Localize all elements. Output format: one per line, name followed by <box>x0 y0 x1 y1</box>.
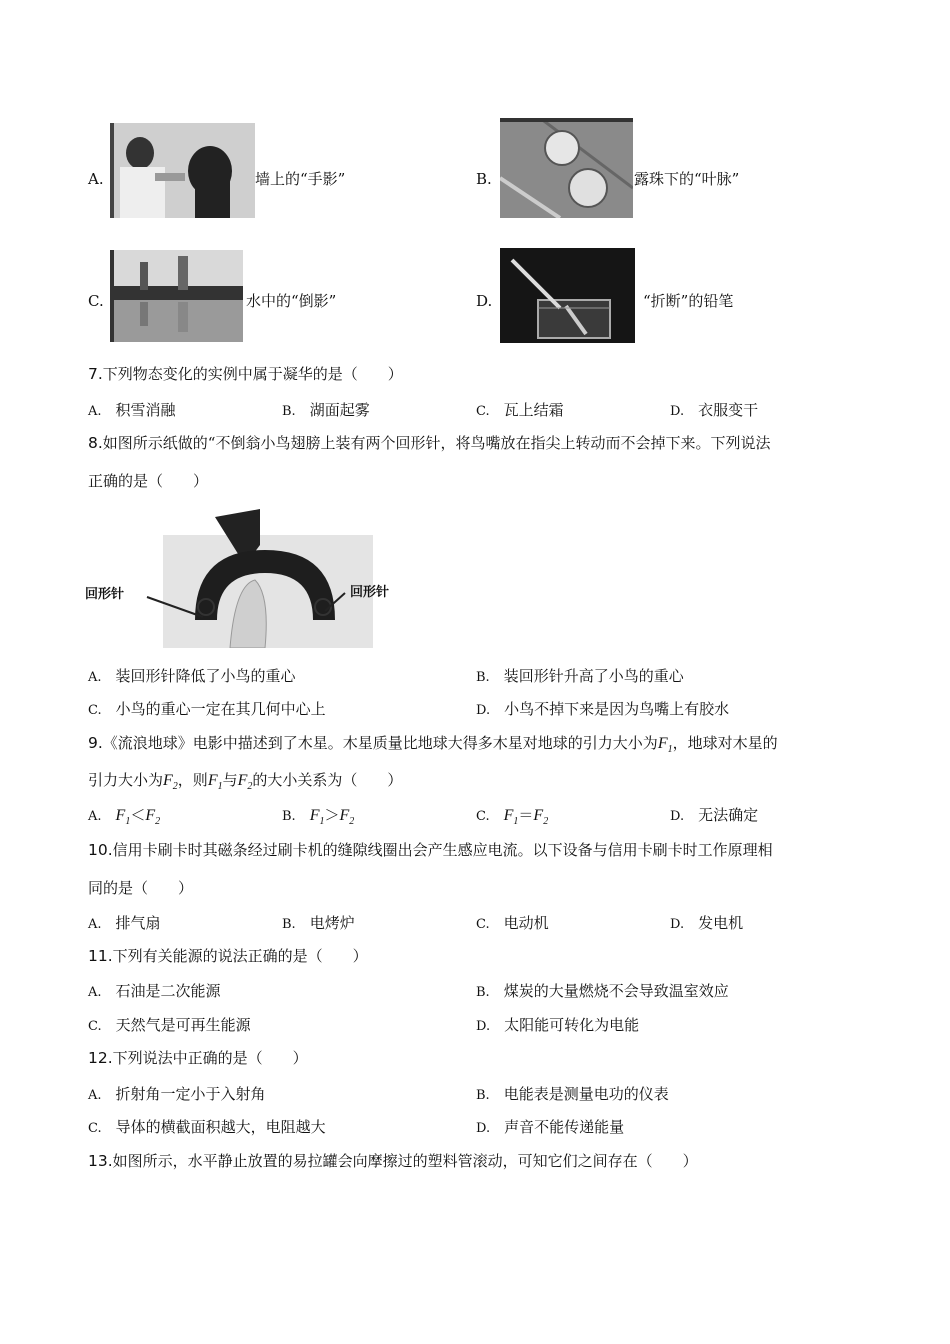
question-8-number: 8. <box>88 434 103 452</box>
q7-option-d-text: 衣服变干 <box>698 401 759 419</box>
question-7-number: 7. <box>88 365 103 383</box>
question-9-text-line2c: 与 <box>222 771 238 789</box>
q9-option-d <box>670 804 758 825</box>
q10-option-a-text: 排气扇 <box>115 914 161 932</box>
q8-option-b <box>476 665 684 686</box>
q12-option-d-text: 声音不能传递能量 <box>504 1118 625 1136</box>
question-13-text: 如图所示，水平静止放置的易拉罐会向摩擦过的塑料管滚动，可知它们之间存在（ ） <box>112 1152 698 1170</box>
q7-option-b <box>282 399 370 420</box>
q6-option-b-text: 露珠下的“叶脉” <box>634 170 740 188</box>
q9-option-a: A. $F_1<F_2$ <box>88 806 161 828</box>
q8-option-a-letter: A. <box>88 670 102 685</box>
q9-option-b: B. $F_1>F_2$ <box>282 806 355 828</box>
q10-option-a <box>88 912 161 933</box>
dewdrop-leaf-photo <box>500 118 633 218</box>
force-f2-symbol: $F_2$ <box>237 772 253 793</box>
q6-option-c-text: 水中的“倒影” <box>246 292 337 310</box>
q9-option-b-letter: B. <box>282 809 296 824</box>
q11-option-d <box>476 1014 639 1035</box>
q10-option-d-text: 发电机 <box>698 914 744 932</box>
q12-option-c-letter: C. <box>88 1121 102 1136</box>
q12-option-c-text: 导体的横截面积越大，电阻越大 <box>115 1118 326 1136</box>
q8-option-d-letter: D. <box>476 703 491 718</box>
q11-option-c <box>88 1014 251 1035</box>
q12-option-a-text: 折射角一定小于入射角 <box>115 1085 266 1103</box>
q11-option-d-text: 太阳能可转化为电能 <box>504 1016 640 1034</box>
q7-option-a <box>88 399 176 420</box>
q11-option-c-text: 天然气是可再生能源 <box>115 1016 251 1034</box>
q9-option-d-text: 无法确定 <box>698 806 759 824</box>
q12-option-b-letter: B. <box>476 1088 490 1103</box>
q6-option-d-letter: D. <box>476 292 493 310</box>
question-9-text-line1a: 《流浪地球》电影中描述到了木星。木星质量比地球大得多木星对地球的引力大小为 <box>102 734 658 752</box>
question-9-stem-line2 <box>88 769 402 792</box>
q12-option-d-letter: D. <box>476 1121 491 1136</box>
q11-option-b-letter: B. <box>476 985 490 1000</box>
question-13-stem <box>88 1150 698 1171</box>
question-7-text: 下列物态变化的实例中属于凝华的是（ ） <box>102 365 403 383</box>
q8-option-b-letter: B. <box>476 670 490 685</box>
q12-option-b <box>476 1083 669 1104</box>
q6-option-a-text: 墙上的“手影” <box>255 170 346 188</box>
hand-shadow-photo <box>110 123 255 218</box>
q8-option-c-letter: C. <box>88 703 102 718</box>
question-9-text-line2d: 的大小关系为（ ） <box>252 771 403 789</box>
question-10-text-line1: 信用卡刷卡时其磁条经过刷卡机的缝隙线圈出会产生感应电流。以下设备与信用卡刷卡时工作原理相 <box>112 841 773 859</box>
q10-option-a-letter: A. <box>88 917 102 932</box>
q7-option-c <box>476 399 564 420</box>
question-11-stem <box>88 945 368 966</box>
q9-option-c: C. $F_1=F_2$ <box>476 806 549 828</box>
q10-option-c-letter: C. <box>476 917 490 932</box>
q10-option-c-text: 电动机 <box>503 914 549 932</box>
q7-option-a-letter: A. <box>88 404 102 419</box>
q8-option-c-text: 小鸟的重心一定在其几何中心上 <box>115 700 326 718</box>
q10-option-b <box>282 912 355 933</box>
q9-option-a-letter: A. <box>88 809 102 824</box>
q10-option-c <box>476 912 549 933</box>
reflection-pagoda-photo <box>110 250 243 342</box>
question-8-text-line1: 如图所示纸做的“不倒翁小鸟翅膀上装有两个回形针，将鸟嘴放在指尖上转动而不会掉下来。下列说法 <box>102 434 771 452</box>
q8-option-d <box>476 698 729 719</box>
q7-option-d <box>670 399 758 420</box>
question-10-number: 10. <box>88 841 113 859</box>
q6-option-c-letter: C. <box>88 292 104 310</box>
tumbler-bird-figure <box>85 505 415 648</box>
q10-option-b-text: 电烤炉 <box>309 914 355 932</box>
question-12-text: 下列说法中正确的是（ ） <box>112 1049 308 1067</box>
question-9-text-line2b: ，则 <box>177 771 208 789</box>
q10-option-b-letter: B. <box>282 917 296 932</box>
question-10-stem-line1 <box>88 839 773 860</box>
paperclip-label-right: 回形针 <box>350 585 390 600</box>
q7-option-b-text: 湖面起雾 <box>309 401 370 419</box>
q11-option-a-text: 石油是二次能源 <box>115 982 221 1000</box>
q12-option-d <box>476 1116 624 1137</box>
q11-option-b-text: 煤炭的大量燃烧不会导致温室效应 <box>503 982 729 1000</box>
q12-option-c <box>88 1116 326 1137</box>
q6-option-a-letter: A. <box>88 170 104 188</box>
paperclip-label-left: 回形针 <box>85 587 125 602</box>
question-11-number: 11. <box>88 947 113 965</box>
force-f2-symbol: $F_2$ <box>163 772 178 793</box>
q8-option-a-text: 装回形针降低了小鸟的重心 <box>115 667 296 685</box>
question-7-stem <box>88 363 403 384</box>
question-9-stem-line1 <box>88 732 778 755</box>
force-f1-symbol: $F_1$ <box>657 735 673 756</box>
question-8-stem-line2: 正确的是（ ） <box>88 472 209 490</box>
question-10-stem-line2: 同的是（ ） <box>88 879 194 897</box>
q11-option-a <box>88 980 221 1001</box>
q12-option-a-letter: A. <box>88 1088 102 1103</box>
q9-option-c-letter: C. <box>476 809 490 824</box>
q7-option-a-text: 积雪消融 <box>115 401 176 419</box>
question-8-stem-line1 <box>88 432 770 453</box>
q9-option-b-relation: ＞ <box>324 806 340 824</box>
question-13-number: 13. <box>88 1152 113 1170</box>
q10-option-d-letter: D. <box>670 917 685 932</box>
q9-option-d-letter: D. <box>670 809 685 824</box>
q7-option-b-letter: B. <box>282 404 296 419</box>
q10-option-d <box>670 912 743 933</box>
q7-option-c-text: 瓦上结霜 <box>503 401 564 419</box>
q9-option-a-relation: ＜ <box>130 806 146 824</box>
q6-option-b-letter: B. <box>476 170 492 188</box>
broken-pencil-photo <box>500 248 635 343</box>
question-12-stem <box>88 1047 308 1068</box>
q8-option-d-text: 小鸟不掉下来是因为鸟嘴上有胶水 <box>504 700 730 718</box>
q6-option-d-text: “折断”的铅笔 <box>643 292 734 310</box>
q11-option-c-letter: C. <box>88 1019 102 1034</box>
q7-option-d-letter: D. <box>670 404 685 419</box>
question-9-text-line2a: 引力大小为 <box>88 771 164 789</box>
question-9-text-line1b: ，地球对木星的 <box>672 734 778 752</box>
q11-option-b <box>476 980 729 1001</box>
q8-option-c <box>88 698 326 719</box>
q7-option-c-letter: C. <box>476 404 490 419</box>
q11-option-a-letter: A. <box>88 985 102 1000</box>
question-12-number: 12. <box>88 1049 113 1067</box>
question-11-text: 下列有关能源的说法正确的是（ ） <box>112 947 368 965</box>
q8-option-b-text: 装回形针升高了小鸟的重心 <box>503 667 684 685</box>
q9-option-c-relation: ＝ <box>518 806 534 824</box>
q8-option-a <box>88 665 296 686</box>
question-9-number: 9. <box>88 734 103 752</box>
q11-option-d-letter: D. <box>476 1019 491 1034</box>
q12-option-b-text: 电能表是测量电功的仪表 <box>503 1085 669 1103</box>
q12-option-a <box>88 1083 266 1104</box>
force-f1-symbol: $F_1$ <box>207 772 223 793</box>
